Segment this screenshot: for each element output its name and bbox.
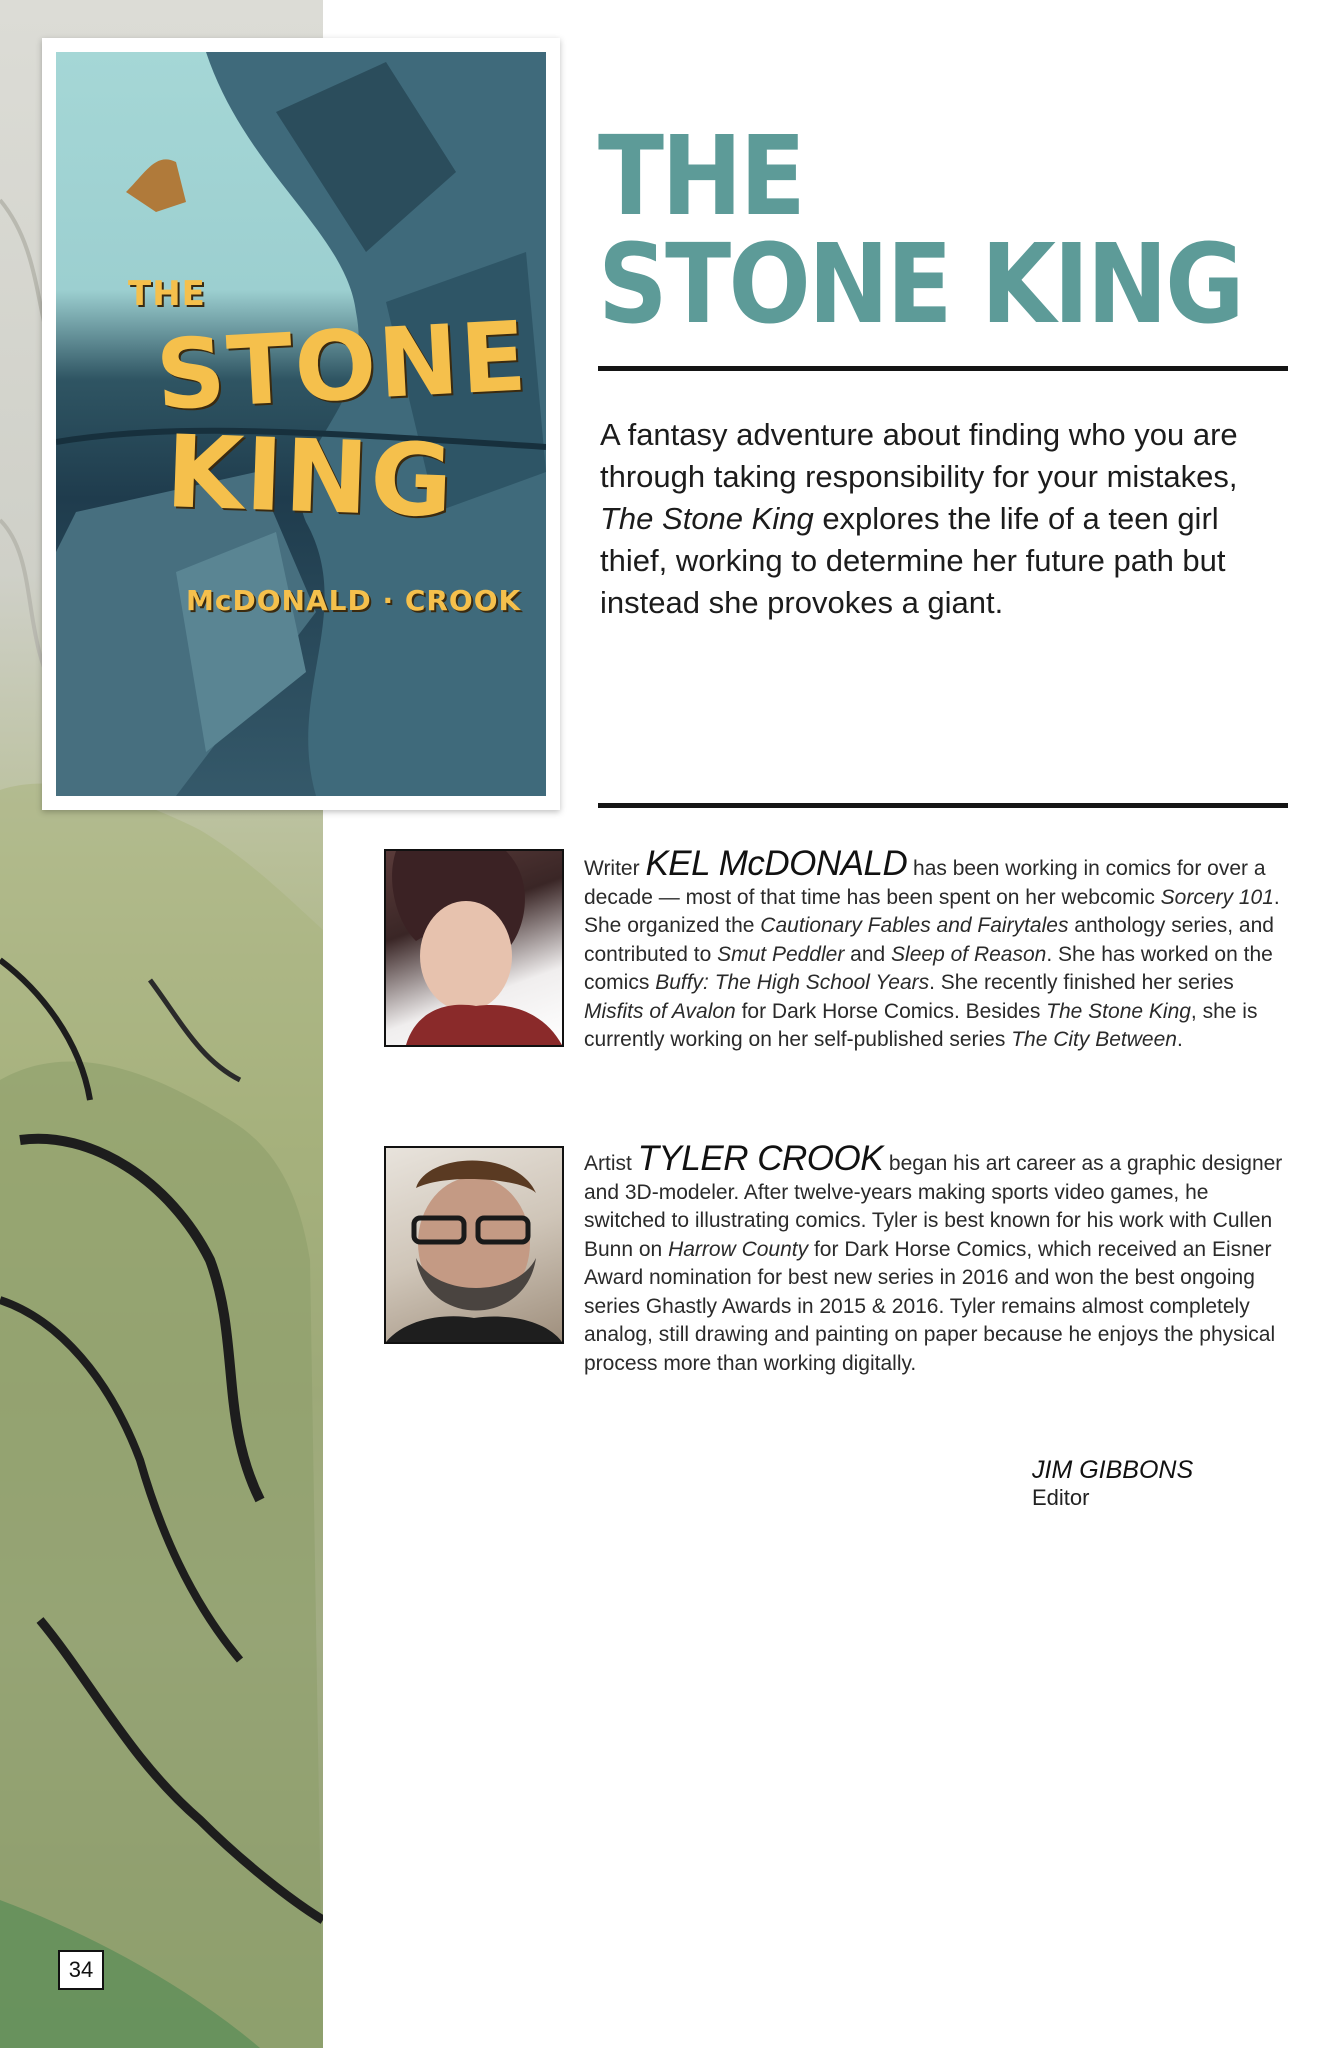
book-cover	[42, 38, 560, 810]
page-title	[598, 112, 1242, 348]
bio-text: . She has worked on the comics	[584, 942, 1273, 994]
bio-name: KEL McDONALD	[645, 844, 908, 883]
bio-role: Artist	[584, 1152, 638, 1175]
cover-illustration	[56, 52, 546, 796]
tyler-crook-photo	[384, 1146, 564, 1344]
bio-work-title: Buffy: The High School Years	[655, 971, 930, 994]
bio-text: and	[844, 942, 892, 966]
editor-role: Editor	[1032, 1485, 1090, 1510]
tyler-crook-bio	[584, 1139, 1294, 1378]
page-title-line2: STONE KING	[598, 220, 1242, 348]
blurb-title-italic: The Stone King	[600, 501, 814, 536]
cover-credits: McDONALD · CROOK	[186, 584, 522, 617]
cover-title	[56, 52, 546, 796]
bio-text: . She recently finished her series	[929, 971, 1234, 994]
bio-work-title: Smut Peddler	[717, 942, 845, 966]
blurb-text: A fantasy adventure about finding who you are through taking responsibility for your mistakes,	[600, 417, 1238, 494]
editor-credit	[1032, 1455, 1193, 1511]
page-title-line1: THE	[598, 112, 804, 240]
cover-title-the: THE	[128, 274, 206, 314]
cover-title-king: KING	[164, 413, 457, 540]
kel-mcdonald-photo	[384, 849, 564, 1047]
blurb	[600, 414, 1290, 624]
bio-work-title: Cautionary Fables and Fairytales	[760, 914, 1069, 937]
bio-work-title: The Stone King	[1046, 999, 1191, 1023]
bio-name: TYLER CROOK	[637, 1139, 884, 1178]
kel-mcdonald-bio	[584, 844, 1294, 1055]
bio-work-title: Sorcery 101	[1160, 885, 1274, 909]
page-number: 34	[58, 1950, 104, 1990]
bio-work-title: Harrow County	[668, 1237, 809, 1261]
bio-work-title: Misfits of Avalon	[584, 999, 736, 1023]
bio-work-title: The City Between	[1011, 1028, 1177, 1051]
divider	[598, 366, 1288, 371]
blurb-text-end: explores the life of a teen girl thief, working to determine her future path but instead she provokes a giant.	[600, 501, 1226, 620]
bio-text: for Dark Horse Comics. Besides	[735, 999, 1047, 1023]
cover-title-stone: STONE	[153, 300, 531, 432]
bio-text: anthology series, and contributed to	[584, 914, 1274, 966]
bio-text: , she is currently working on her self-published series	[584, 999, 1258, 1051]
divider	[598, 803, 1288, 808]
bio-role: Writer	[584, 857, 646, 880]
bio-text: for Dark Horse Comics, which received an Eisner Award nomination for best new series in 2016 and won the best ongoing series Ghastly Awards in 2015 & 2016. Tyler remains almost completely analog, still drawing and painting on paper because he enjoys the physical process more than working digitally.	[584, 1237, 1276, 1375]
bio-text: . She organized the	[584, 885, 1280, 937]
bio-text: .	[1176, 1028, 1183, 1051]
bio-text: has been working in comics for over a decade — most of that time has been spent on her webcomic	[584, 857, 1266, 909]
bio-text: began his art career as a graphic designer and 3D-modeler. After twelve-years making sports video games, he switched to illustrating comics. Tyler is best known for his work with Cullen Bunn on	[584, 1152, 1283, 1261]
bio-work-title: Sleep of Reason	[891, 942, 1047, 966]
editor-name: JIM GIBBONS	[1032, 1456, 1194, 1484]
